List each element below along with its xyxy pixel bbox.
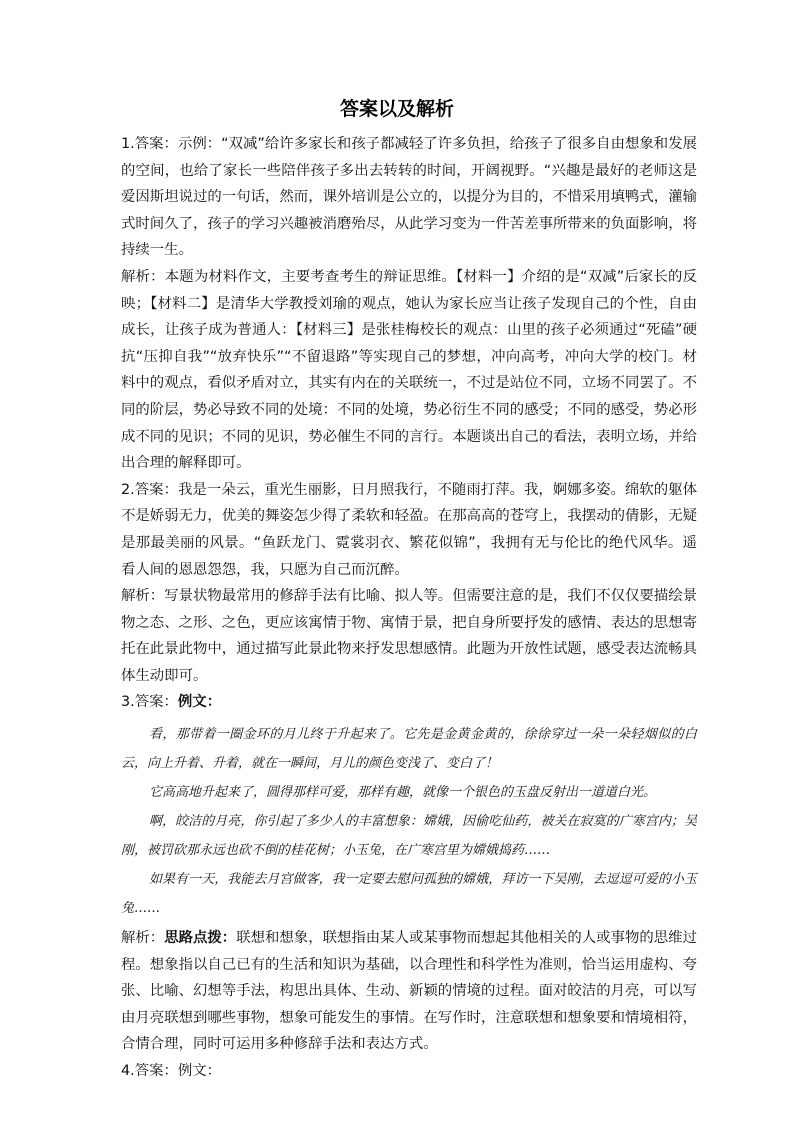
essay-paragraph: 它高高地升起来了，圆得那样可爱，那样有趣，就像一个银色的玉盘反射出一道道白光。 <box>149 785 657 801</box>
q4-answer: 4.答案：例文： <box>121 1063 222 1080</box>
q3-essay-label: 例文： <box>177 694 222 711</box>
essay-paragraph: 啊，皎洁的月亮，你引起了多少人的丰富想象：嫦娥，因偷吃仙药，被关在寂寞的广寒宫内；吴刚，被罚砍那永远也砍不倒的桂花树；小玉兔，在广寒宫里为嫦娥捣药…… <box>121 814 697 859</box>
q2-answer: 2.答案：我是一朵云，重光生丽影，日月照我行，不随雨打萍。我，婀娜多姿。绵软的躯体不是娇弱无力，优美的舞姿怎少得了柔软和轻盈。在那高高的苍穹上，我摆动的倩影，无疑是那最美丽的风景。“鱼跃龙门、霓裳羽衣、繁花似锦”，我拥有无与伦比的绝代风华。遥看人间的恩恩怨怨，我，只愿为自己而沉醉。 <box>121 481 697 578</box>
q3-essay <box>121 716 697 923</box>
q2-analysis: 解析：写景状物最常用的修辞手法有比喻、拟人等。但需要注意的是，我们不仅仅要描绘景物之态、之形、之色，更应该寓情于物、寓情于景，把自身所要抒发的感情、表达的思想寄托在此景此物中，通过描写此景此物来抒发思想感情。此题为开放性试题，感受表达流畅具体生动即可。 <box>121 588 697 684</box>
q3-analysis-text: 联想和想象，联想指由某人或某事物而想起其他相关的人或事物的思维过程。想象指以自己已有的生活和知识为基础，以合理性和科学性为准则，恰当运用虚构、夸张、比喻、幻想等手法，构思出具体、生动、新颖的情境的过程。面对皎洁的月亮，可以写由月亮联想到哪些事物，想象可能发生的事情。在写作时，注意联想和想象要和情境相符，合情合理，同时可运用多种修辞手法和表达方式。 <box>121 930 697 1053</box>
answer-content <box>121 131 697 1085</box>
q1-analysis: 解析：本题为材料作文，主要考查考生的辩证思维。【材料一】介绍的是“双减”后家长的反映；【材料二】是清华大学教授刘瑜的观点，她认为家长应当让孩子发现自己的个性，自由成长，让孩子成为普通人：【材料三】是张桂梅校长的观点：山里的孩子必须通过“死磕”硬抗“压抑自我”“放弃快乐”“不留退路”等实现自己的梦想，冲向高考，冲向大学的校门。材料中的观点，看似矛盾对立，其实有内在的关联统一，不过是站位不同，立场不同罢了。不同的阶层，势必导致不同的处境：不同的处境，势必衍生不同的感受；不同的感受，势必形成不同的见识；不同的见识，势必催生不同的言行。本题谈出自己的看法，表明立场，并给出合理的解释即可。 <box>121 268 697 472</box>
q3-answer-heading <box>121 689 697 716</box>
q3-hint-label: 思路点拨： <box>164 930 237 947</box>
q3-answer-label: 3.答案： <box>121 694 178 711</box>
q3-analysis <box>121 925 697 1058</box>
essay-paragraph: 如果有一天，我能去月宫做客，我一定要去慰问孤独的嫦娥，拜访一下吴刚，去逗逗可爱的小玉兔…… <box>121 872 697 917</box>
q3-analysis-label: 解析： <box>121 930 165 947</box>
page-title: 答案以及解析 <box>339 98 454 120</box>
q1-answer: 1.答案：示例：“双减”给许多家长和孩子都减轻了许多负担，给孩子了很多自由想象和发展的空间，也给了家长一些陪伴孩子多出去转转的时间，开阔视野。“兴趣是最好的老师这是爱因斯坦说过的一句话，然而，课外培训是公立的，以提分为目的，不惜采用填鸭式，灌输式时间久了，孩子的学习兴趣被消磨殆尽，从此学习变为一件苦差事所带来的负面影响，将持续一生。 <box>121 136 697 259</box>
essay-paragraph: 看，那带着一圈金环的月儿终于升起来了。它先是金黄金黄的，徐徐穿过一朵一朵轻烟似的白云，向上升着、升着，就在一瞬间，月儿的颜色变浅了、变白了！ <box>121 727 697 772</box>
